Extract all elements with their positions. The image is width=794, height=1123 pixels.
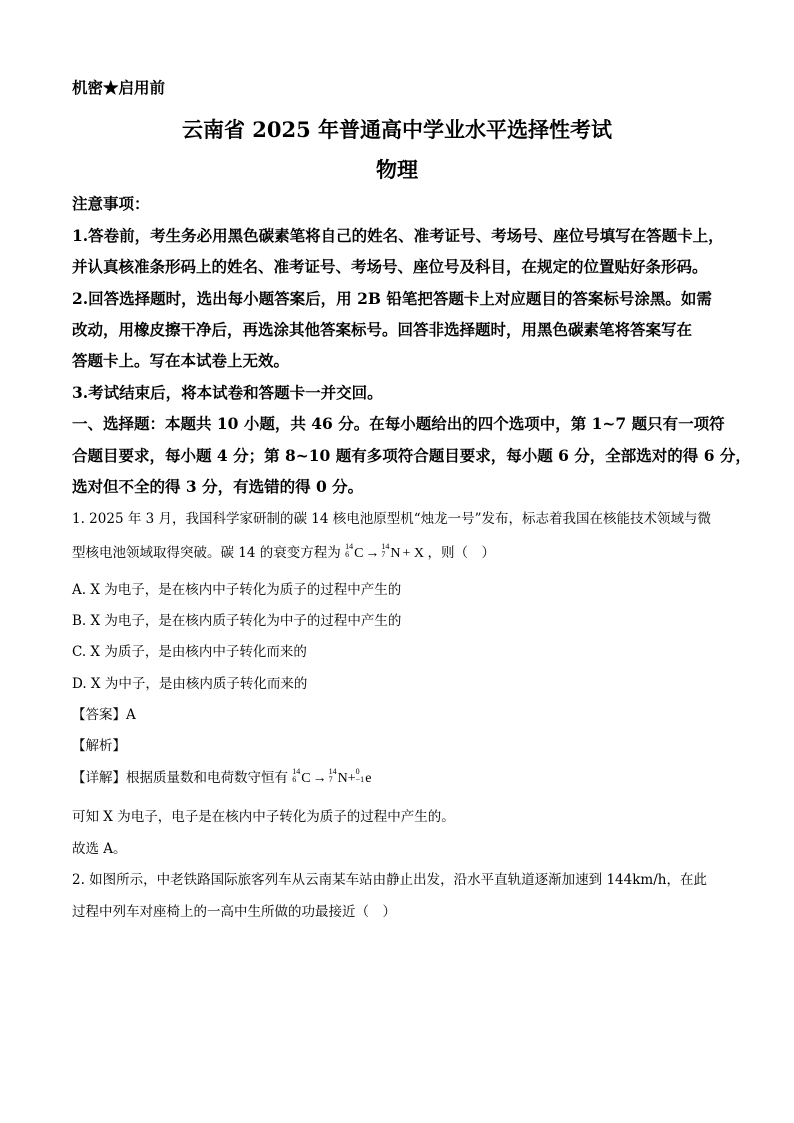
mass-number: 14 <box>328 767 337 776</box>
option-c: C. X 为质子，是由核内中子转化而来的 <box>72 644 307 660</box>
element-symbol: C <box>301 771 311 786</box>
choice-text: 故选 A。 <box>72 841 127 857</box>
q1-stem-line2 <box>72 541 495 562</box>
equation-rest: + X <box>402 546 425 561</box>
notice-line: 改动，用橡皮擦干净后，再选涂其他答案标号。回答非选择题时，用黑色碳素笔将答案写在 <box>72 320 693 339</box>
atomic-number: 7 <box>328 775 333 784</box>
q2-stem-line2: 过程中列车对座椅上的一高中生所做的功最接近（ ） <box>72 904 396 920</box>
plus-sign: + <box>347 771 356 786</box>
element-symbol: N <box>390 546 401 561</box>
notice-heading: 注意事项： <box>72 194 150 213</box>
option-a: A. X 为电子，是在核内中子转化为质子的过程中产生的 <box>72 582 402 598</box>
q1-stem: 1. 2025 年 3 月，我国科学家研制的碳 14 核电池原型机“烛龙一号”发布，标志着我国在核能技术领域与微 <box>72 511 712 527</box>
notice-line: 3.考试结束后，将本试卷和答题卡一并交回。 <box>72 383 383 402</box>
detail-text: 【详解】根据质量数和电荷数守恒有 <box>72 770 288 786</box>
q2-stem: 2. 如图所示，中老铁路国际旅客列车从云南某车站由静止出发，沿水平直轨道逐渐加速到 144km/h，在此 <box>72 872 707 888</box>
conservation-equation <box>292 767 372 786</box>
decay-equation <box>345 542 427 561</box>
notice-line: 2.回答选择题时，选出每小题答案后，用 2B 铅笔把答题卡上对应题目的答案标号涂黑。如需 <box>72 289 712 308</box>
mass-number: 14 <box>292 767 301 776</box>
atomic-number: 7 <box>381 550 386 559</box>
subject-title: 物理 <box>376 157 418 182</box>
atomic-number: −1 <box>355 775 365 784</box>
conclusion-text: 可知 X 为电子，电子是在核内中子转化为质子的过程中产生的。 <box>72 809 455 825</box>
notice-line: 答题卡上。写在本试卷上无效。 <box>72 351 290 370</box>
answer-label: 【答案】A <box>72 707 136 723</box>
atomic-number: 6 <box>345 550 350 559</box>
section-instructions: 一、选择题：本题共 10 小题，共 46 分。在每小题给出的四个选项中，第 1~7 题只有一项符 <box>72 414 725 433</box>
exam-title: 云南省 2025 年普通高中学业水平选择性考试 <box>181 117 613 142</box>
notice-line: 1.答卷前，考生务必用黑色碳素笔将自己的姓名、准考证号、考场号、座位号填写在答题卡上， <box>72 226 724 245</box>
option-d: D. X 为中子，是由核内质子转化而来的 <box>72 676 308 692</box>
mass-number: 0 <box>355 767 360 776</box>
mass-number: 14 <box>345 542 354 551</box>
q1-stem-tail: ，则（ ） <box>427 545 496 561</box>
option-b: B. X 为电子，是在核内质子转化为中子的过程中产生的 <box>72 613 402 629</box>
element-symbol: e <box>365 771 372 786</box>
analysis-label: 【解析】 <box>72 738 126 754</box>
mass-number: 14 <box>381 542 390 551</box>
element-symbol: N <box>337 771 348 786</box>
q1-stem-text: 型核电池领域取得突破。碳 14 的衰变方程为 <box>72 545 341 561</box>
atomic-number: 6 <box>292 775 297 784</box>
detail-line <box>72 766 371 787</box>
notice-line: 并认真核准条形码上的姓名、准考证号、考场号、座位号及科目，在规定的位置贴好条形码。 <box>72 257 708 276</box>
arrow-icon: → <box>365 546 380 561</box>
classification-label: 机密★启用前 <box>72 78 166 97</box>
section-instructions: 选对但不全的得 3 分，有选错的得 0 分。 <box>72 477 364 496</box>
element-symbol: C <box>354 546 364 561</box>
arrow-icon: → <box>312 771 327 786</box>
section-instructions: 合题目要求，每小题 4 分；第 8~10 题有多项符合题目要求，每小题 6 分，全部选对的得 6 分， <box>72 446 751 465</box>
